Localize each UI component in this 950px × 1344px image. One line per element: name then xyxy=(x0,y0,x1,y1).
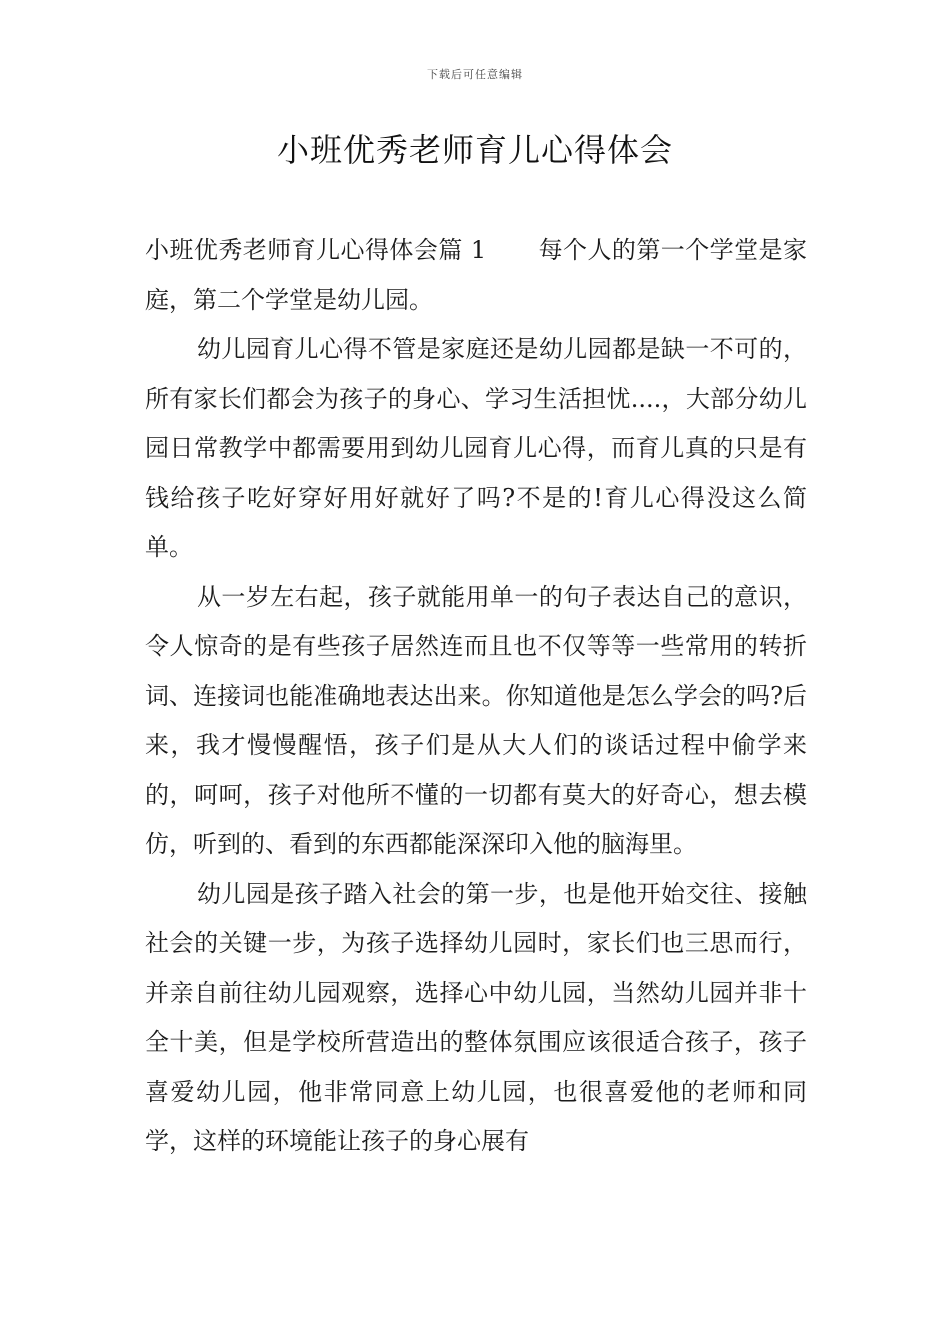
intro-paragraph xyxy=(145,226,807,325)
document-title: 小班优秀老师育儿心得体会 xyxy=(276,131,673,169)
paragraph-2: 从一岁左右起，孩子就能用单一的句子表达自己的意识，令人惊奇的是有些孩子居然连而且也不仅等等一些常用的转折词、连接词也能准确地表达出来。你知道他是怎么学会的吗?后来，我才慢慢醒悟，孩子们是从大人们的谈话过程中偷学来的，呵呵，孩子对他所不懂的一切都有莫大的好奇心，想去模仿，听到的、看到的东西都能深深印入他的脑海里。 xyxy=(145,582,807,858)
section-label: 小班优秀老师育儿心得体会篇 1 xyxy=(145,236,487,264)
document-body xyxy=(145,226,807,1167)
paragraph-1: 幼儿园育儿心得不管是家庭还是幼儿园都是缺一不可的，所有家长们都会为孩子的身心、学习生活担忧....，大部分幼儿园日常教学中都需要用到幼儿园育儿心得，而育儿真的只是有钱给孩子吃好穿好用好就好了吗?不是的!育儿心得没这么简单。 xyxy=(145,335,807,561)
header-note: 下载后可任意编辑 xyxy=(427,68,523,81)
paragraph-3: 幼儿园是孩子踏入社会的第一步，也是他开始交往、接触社会的关键一步，为孩子选择幼儿园时，家长们也三思而行，并亲自前往幼儿园观察，选择心中幼儿园，当然幼儿园并非十全十美，但是学校所营造出的整体氛围应该很适合孩子，孩子喜爱幼儿园，他非常同意上幼儿园，也很喜爱他的老师和同学，这样的环境能让孩子的身心展有 xyxy=(145,879,807,1155)
intro-text: 每个人的第一个学堂是家庭，第二个学堂是幼儿园。 xyxy=(145,236,808,314)
